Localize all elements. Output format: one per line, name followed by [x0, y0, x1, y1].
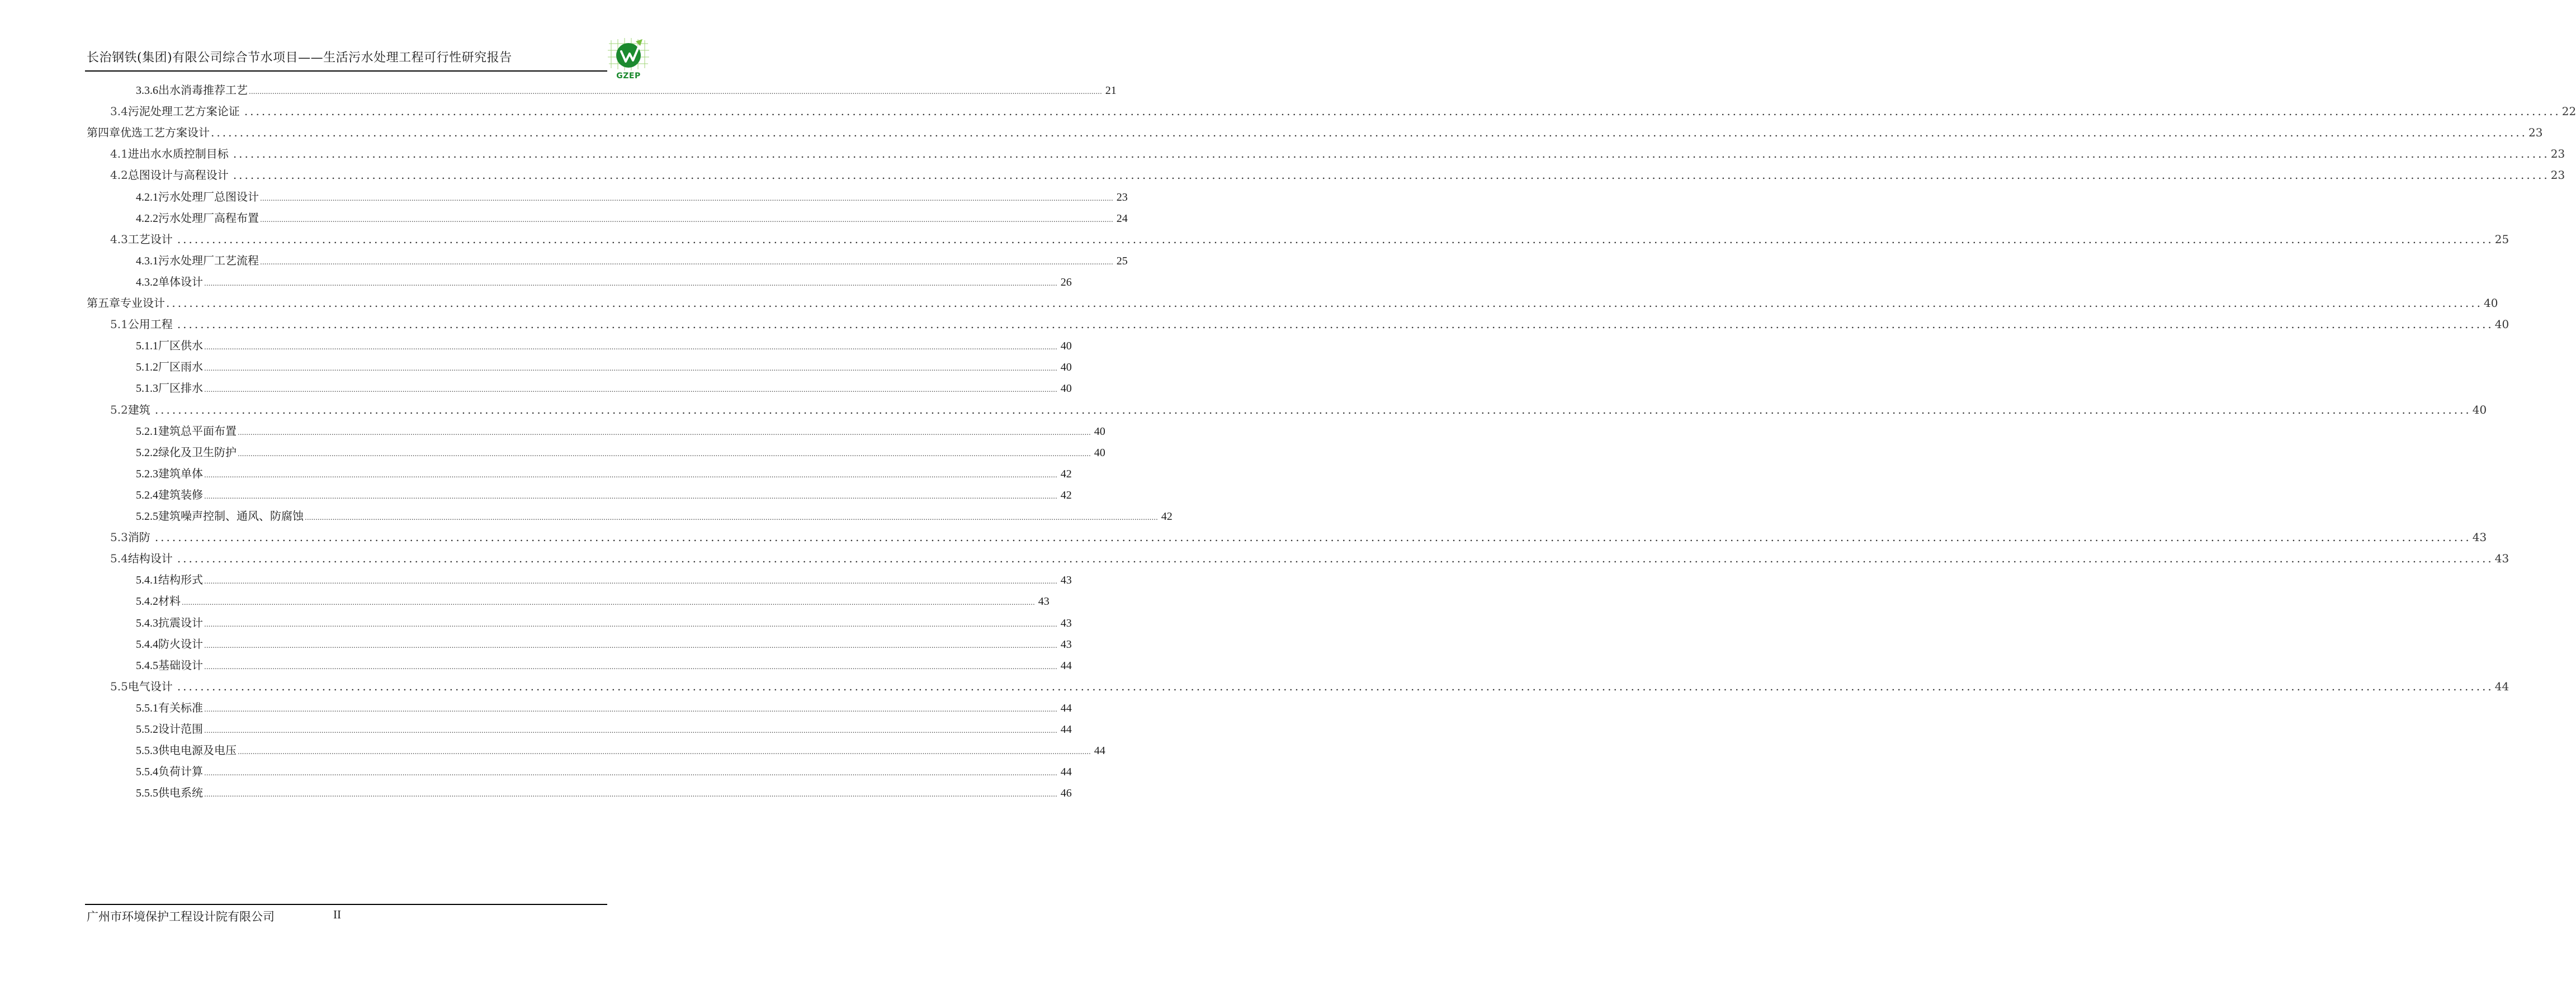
footer-divider [85, 904, 607, 905]
toc-entry-page: 40 [1094, 425, 1105, 438]
toc-entry-page: 43 [2494, 552, 2509, 565]
toc-dot-leader: ................................................................................................................................................................................................................................................................................................................................................................................................................ [204, 492, 1057, 500]
toc-dot-leader: ................................................................................................................................................................................................................................................................................................................................................................................................................ [204, 364, 1057, 372]
toc-entry[interactable] [136, 422, 1105, 441]
toc-entry-title: 污水处理厂工艺流程 [158, 254, 259, 267]
toc-entry-title: 单体设计 [158, 275, 203, 288]
toc-entry[interactable] [136, 592, 1050, 611]
toc-entry-title: 消防 [127, 530, 150, 544]
toc-dot-leader: ................................................................................................................................................................................................................................................................................................................................................................................................................ [238, 450, 1091, 458]
toc-dot-leader: ................................................................................................................................................................................................................................................................................................................................................................................................................ [260, 195, 1113, 202]
toc-entry-page: 40 [2494, 317, 2509, 331]
toc-entry[interactable] [136, 358, 1072, 377]
toc-entry-title: 供电电源及电压 [158, 743, 237, 757]
toc-entry[interactable] [136, 784, 1072, 803]
toc-entry-page: 43 [1038, 595, 1050, 608]
toc-dot-leader: ................................................................................................................................................................................................................................................................................................................................................................................................................ [244, 105, 2561, 118]
toc-entry-title: 基础设计 [158, 658, 203, 672]
toc-entry[interactable] [87, 124, 2543, 143]
toc-entry[interactable] [110, 677, 2509, 696]
header-divider [85, 70, 607, 72]
toc-entry-title: 污水处理厂总图设计 [158, 190, 259, 203]
toc-entry[interactable] [136, 252, 1128, 271]
toc-dot-leader: ................................................................................................................................................................................................................................................................................................................................................................................................................ [177, 317, 2494, 331]
toc-entry-title: 建筑装修 [158, 488, 203, 501]
toc-entry[interactable] [136, 443, 1105, 462]
toc-entry-title: 结构设计 [127, 552, 173, 565]
toc-entry[interactable] [110, 102, 2576, 121]
toc-dot-leader: ................................................................................................................................................................................................................................................................................................................................................................................................................ [204, 577, 1057, 585]
toc-entry-number: 5.2.4 [136, 489, 158, 501]
toc-entry[interactable] [136, 209, 1128, 228]
toc-entry-title: 建筑单体 [158, 467, 203, 480]
toc-entry-title: 电气设计 [127, 680, 173, 693]
toc-entry-page: 46 [1060, 787, 1072, 799]
header-title: 长治钢铁(集团)有限公司综合节水项目——生活污水处理工程可行性研究报告 [87, 51, 512, 65]
toc-entry-title: 材料 [158, 594, 181, 608]
toc-dot-leader: ................................................................................................................................................................................................................................................................................................................................................................................................................ [177, 233, 2494, 246]
logo-text: GZEP [616, 72, 641, 80]
toc-entry[interactable] [110, 401, 2487, 420]
toc-entry-page: 21 [1105, 84, 1117, 97]
toc-entry-number: 4.2.1 [136, 191, 158, 203]
toc-dot-leader: ................................................................................................................................................................................................................................................................................................................................................................................................................ [305, 514, 1158, 522]
toc-entry-number: 第四章 [87, 126, 120, 139]
toc-entry-number: 5.4.4 [136, 638, 158, 651]
toc-entry-number: 3.4 [110, 105, 128, 118]
toc-dot-leader: ................................................................................................................................................................................................................................................................................................................................................................................................................ [249, 88, 1102, 96]
toc-entry[interactable] [136, 81, 1117, 100]
toc-entry-page: 22 [2561, 105, 2576, 118]
footer-company: 广州市环境保护工程设计院有限公司 [87, 910, 275, 923]
toc-entry[interactable] [87, 294, 2498, 313]
toc-entry-title: 绿化及卫生防护 [158, 446, 237, 459]
toc-entry-title: 防火设计 [158, 637, 203, 651]
toc-entry-page: 44 [1060, 660, 1072, 672]
toc-entry-number: 5.4.1 [136, 574, 158, 586]
toc-dot-leader: ................................................................................................................................................................................................................................................................................................................................................................................................................ [204, 642, 1057, 650]
toc-entry-page: 25 [2494, 233, 2509, 246]
toc-dot-leader: ................................................................................................................................................................................................................................................................................................................................................................................................................ [177, 680, 2494, 693]
toc-entry-number: 5.5.3 [136, 745, 158, 757]
toc-entry[interactable] [136, 656, 1072, 675]
toc-entry-title: 有关标准 [158, 701, 203, 714]
toc-dot-leader: ................................................................................................................................................................................................................................................................................................................................................................................................................ [204, 705, 1057, 713]
toc-entry-title: 负荷计算 [158, 765, 203, 778]
toc-entry-page: 26 [1060, 276, 1072, 288]
toc-entry-title: 厂区排水 [158, 381, 203, 395]
toc-entry-title: 优选工艺方案设计 [120, 126, 210, 139]
toc-entry-page: 23 [2550, 147, 2565, 160]
toc-entry-page: 43 [2472, 530, 2487, 544]
toc-entry-title: 污水处理厂高程布置 [158, 211, 259, 225]
toc-entry-page: 42 [1060, 468, 1072, 480]
toc-entry-title: 公用工程 [127, 317, 173, 331]
toc-entry-title: 厂区雨水 [158, 360, 203, 373]
toc-entry-page: 23 [2528, 126, 2543, 139]
toc-dot-leader: ................................................................................................................................................................................................................................................................................................................................................................................................................ [260, 258, 1113, 266]
toc-entry-page: 40 [2483, 296, 2498, 310]
toc-entry-title: 结构形式 [158, 573, 203, 586]
toc-entry-page: 40 [1060, 340, 1072, 352]
toc-entry[interactable] [136, 465, 1072, 484]
toc-dot-leader: ................................................................................................................................................................................................................................................................................................................................................................................................................ [204, 727, 1057, 734]
toc-dot-leader: ................................................................................................................................................................................................................................................................................................................................................................................................................ [211, 126, 2527, 139]
toc-entry-number: 4.2 [110, 168, 128, 182]
toc-entry-page: 44 [1060, 766, 1072, 778]
toc-entry-page: 40 [1060, 361, 1072, 373]
toc-dot-leader: ................................................................................................................................................................................................................................................................................................................................................................................................................ [182, 599, 1035, 606]
toc-entry-number: 5.4.5 [136, 660, 158, 672]
gzep-logo [607, 37, 650, 83]
toc-entry[interactable] [136, 720, 1072, 739]
toc-entry-title: 厂区供水 [158, 339, 203, 352]
toc-entry-number: 5.2.1 [136, 425, 158, 438]
toc-entry-number: 5.4.3 [136, 617, 158, 629]
toc-entry-number: 5.5.1 [136, 702, 158, 714]
toc-entry-page: 43 [1060, 574, 1072, 586]
toc-entry-page: 42 [1161, 510, 1173, 523]
toc-dot-leader: ................................................................................................................................................................................................................................................................................................................................................................................................................ [204, 663, 1057, 671]
toc-entry-number: 5.2 [110, 403, 128, 416]
toc-dot-leader: ................................................................................................................................................................................................................................................................................................................................................................................................................ [204, 386, 1057, 394]
toc-dot-leader: ................................................................................................................................................................................................................................................................................................................................................................................................................ [233, 147, 2550, 160]
toc-entry-title: 进出水水质控制目标 [127, 147, 229, 160]
toc-entry-page: 44 [1094, 745, 1105, 757]
toc-dot-leader: ................................................................................................................................................................................................................................................................................................................................................................................................................ [204, 790, 1057, 798]
toc-entry-page: 43 [1060, 638, 1072, 651]
toc-entry-page: 40 [2472, 403, 2487, 416]
toc-entry-number: 5.5.4 [136, 766, 158, 778]
toc-entry-title: 工艺设计 [127, 233, 173, 246]
toc-entry[interactable] [136, 635, 1072, 654]
toc-entry[interactable] [110, 145, 2565, 164]
toc-entry[interactable] [136, 699, 1072, 718]
toc-entry-page: 42 [1060, 489, 1072, 501]
toc-dot-leader: ................................................................................................................................................................................................................................................................................................................................................................................................................ [238, 429, 1091, 437]
toc-entry[interactable] [110, 528, 2487, 547]
toc-dot-leader: ................................................................................................................................................................................................................................................................................................................................................................................................................ [154, 403, 2471, 416]
toc-entry-title: 建筑总平面布置 [158, 424, 237, 438]
toc-entry-number: 5.5.2 [136, 723, 158, 736]
toc-entry[interactable] [136, 614, 1072, 633]
toc-entry-page: 40 [1060, 382, 1072, 395]
toc-entry[interactable] [110, 549, 2509, 568]
toc-entry-number: 4.3 [110, 233, 128, 246]
toc-entry-page: 25 [1116, 255, 1128, 267]
toc-entry-page: 23 [1116, 191, 1128, 203]
toc-entry-title: 建筑 [127, 403, 150, 416]
gzep-logo-icon [607, 37, 650, 72]
toc-entry-number: 5.1 [110, 317, 128, 331]
toc-entry-title: 专业设计 [120, 296, 165, 310]
toc-entry-number: 4.3.2 [136, 276, 158, 288]
toc-dot-leader: ................................................................................................................................................................................................................................................................................................................................................................................................................ [166, 296, 2483, 310]
toc-dot-leader: ................................................................................................................................................................................................................................................................................................................................................................................................................ [204, 343, 1057, 351]
toc-entry-number: 5.5 [110, 680, 128, 693]
toc-entry-number: 4.3.1 [136, 255, 158, 267]
toc-entry-page: 40 [1094, 447, 1105, 459]
toc-dot-leader: ................................................................................................................................................................................................................................................................................................................................................................................................................ [177, 552, 2494, 565]
toc-entry[interactable] [136, 741, 1105, 760]
toc-entry-number: 5.1.1 [136, 340, 158, 352]
toc-entry[interactable] [136, 486, 1072, 505]
toc-entry-number: 4.1 [110, 147, 128, 160]
toc-entry-number: 5.1.2 [136, 361, 158, 373]
toc-entry[interactable] [136, 762, 1072, 781]
toc-entry-number: 5.4 [110, 552, 128, 565]
toc-entry[interactable] [110, 166, 2565, 185]
toc-dot-leader: ................................................................................................................................................................................................................................................................................................................................................................................................................ [204, 620, 1057, 628]
toc-entry-title: 设计范围 [158, 722, 203, 736]
toc-entry-number: 5.1.3 [136, 382, 158, 395]
toc-entry-title: 建筑噪声控制、通风、防腐蚀 [158, 509, 304, 523]
toc-dot-leader: ................................................................................................................................................................................................................................................................................................................................................................................................................ [204, 471, 1057, 479]
toc-entry-page: 44 [2494, 680, 2509, 693]
toc-entry-title: 供电系统 [158, 786, 203, 799]
toc-entry[interactable] [136, 507, 1173, 526]
toc-entry-number: 第五章 [87, 296, 120, 310]
toc-dot-leader: ................................................................................................................................................................................................................................................................................................................................................................................................................ [233, 168, 2550, 182]
toc-dot-leader: ................................................................................................................................................................................................................................................................................................................................................................................................................ [204, 279, 1057, 287]
toc-dot-leader: ................................................................................................................................................................................................................................................................................................................................................................................................................ [238, 748, 1091, 756]
toc-entry-number: 4.2.2 [136, 212, 158, 225]
toc-entry-number: 3.3.6 [136, 84, 158, 97]
toc-entry[interactable] [136, 571, 1072, 590]
toc-entry-title: 污泥处理工艺方案论证 [127, 105, 240, 118]
toc-entry[interactable] [136, 188, 1128, 207]
toc-entry-number: 5.3 [110, 530, 128, 544]
toc-entry[interactable] [110, 315, 2509, 334]
toc-entry-number: 5.2.5 [136, 510, 158, 523]
toc-entry-page: 24 [1116, 212, 1128, 225]
toc-entry-number: 5.2.3 [136, 468, 158, 480]
toc-dot-leader: ................................................................................................................................................................................................................................................................................................................................................................................................................ [154, 530, 2471, 544]
toc-entry-page: 44 [1060, 723, 1072, 736]
toc-dot-leader: ................................................................................................................................................................................................................................................................................................................................................................................................................ [204, 769, 1057, 777]
toc-entry[interactable] [136, 273, 1072, 292]
toc-entry-title: 出水消毒推荐工艺 [158, 83, 248, 97]
toc-dot-leader: ................................................................................................................................................................................................................................................................................................................................................................................................................ [260, 216, 1113, 224]
toc-entry-number: 5.4.2 [136, 595, 158, 608]
toc-entry-page: 43 [1060, 617, 1072, 629]
toc-entry[interactable] [136, 337, 1072, 356]
toc-entry-number: 5.2.2 [136, 447, 158, 459]
toc-entry-title: 总图设计与高程设计 [127, 168, 229, 182]
toc-entry[interactable] [110, 230, 2509, 249]
toc-entry-title: 抗震设计 [158, 616, 203, 629]
toc-entry-number: 5.5.5 [136, 787, 158, 799]
toc-entry-page: 23 [2550, 168, 2565, 182]
toc-entry-page: 44 [1060, 702, 1072, 714]
footer-page-number: II [333, 908, 341, 921]
toc-entry[interactable] [136, 379, 1072, 398]
